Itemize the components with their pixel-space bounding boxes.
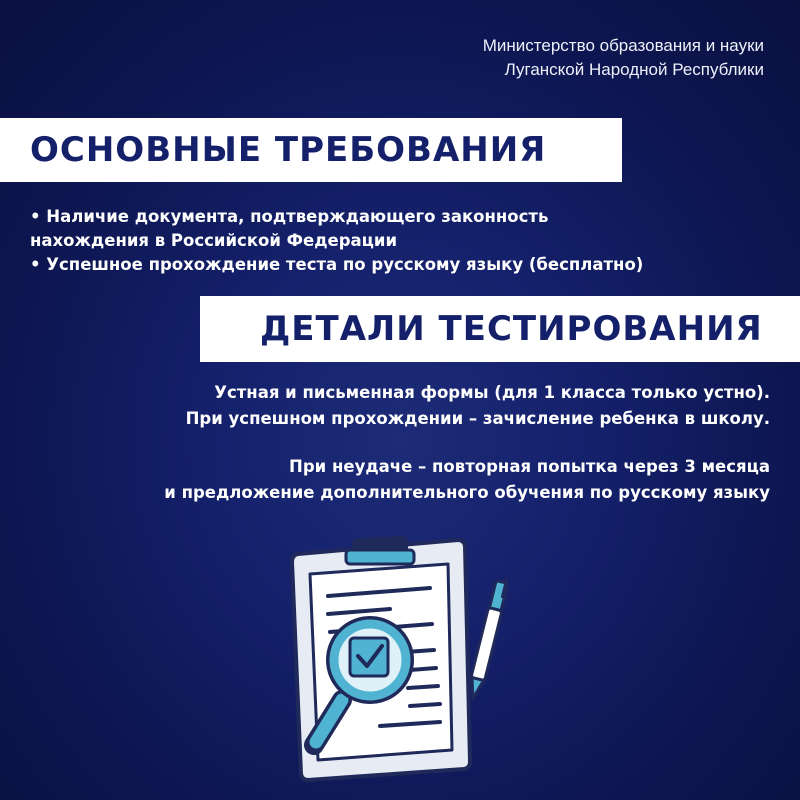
details-line-4: и предложение дополнительного обучения по русскому языку [164, 483, 770, 502]
details-line-2: При успешном прохождении – зачисление ребенка в школу. [185, 409, 770, 428]
clipboard-illustration-graphic [280, 530, 530, 790]
pen-icon [466, 576, 510, 700]
requirements-title: ОСНОВНЫЕ ТРЕБОВАНИЯ [30, 130, 547, 170]
clipboard-illustration [280, 530, 530, 790]
testing-details-title-banner [200, 296, 800, 362]
details-line-1: Устная и письменная формы (для 1 класса только устно). [214, 383, 770, 402]
ministry-line-2: Луганской Народной Республики [504, 60, 764, 79]
details-spacer [30, 432, 770, 454]
requirement-line-1: • Наличие документа, подтверждающего законность [30, 207, 549, 226]
ministry-name [483, 34, 764, 82]
requirement-line-2: нахождения в Российской Федерации [30, 231, 398, 250]
testing-details-text [30, 380, 770, 506]
checkmark-icon [350, 638, 388, 676]
requirements-list [30, 205, 730, 277]
requirements-title-banner [0, 118, 622, 182]
ministry-line-1: Министерство образования и науки [482, 36, 764, 55]
testing-details-title: ДЕТАЛИ ТЕСТИРОВАНИЯ [260, 309, 763, 349]
requirement-line-3: • Успешное прохождение теста по русскому языку (бесплатно) [30, 255, 644, 274]
details-line-3: При неудаче – повторная попытка через 3 месяца [289, 457, 770, 476]
